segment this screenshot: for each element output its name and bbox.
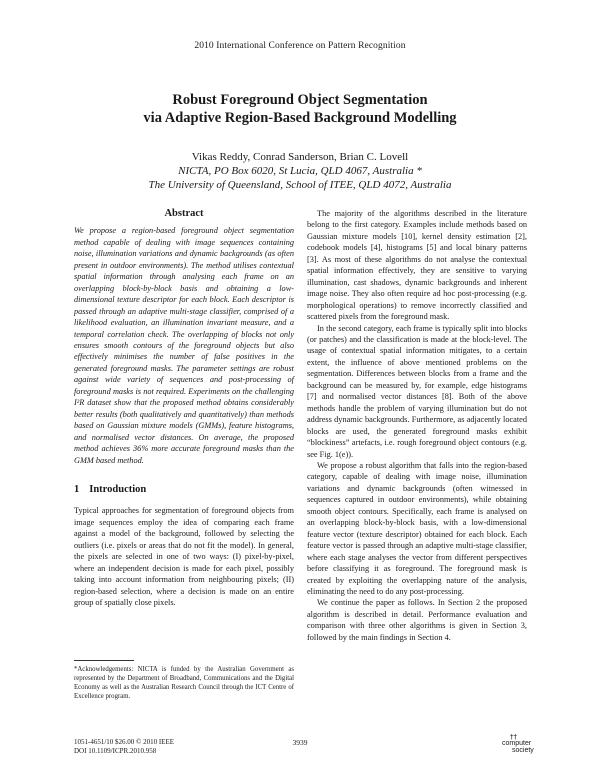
doi-line: DOI 10.1109/ICPR.2010.958 (74, 747, 157, 755)
abstract-heading: Abstract (164, 208, 204, 219)
body-paragraph: We continue the paper as follows. In Section 2 the proposed algorithm is described in detail. Performance evaluation and comparison with three other algorithms is given in Section 3, followed by the main findings in Section 4. (307, 598, 527, 642)
footnote-divider (74, 660, 134, 661)
paper-title (40, 91, 560, 127)
logo-mark-icon: †† (510, 733, 517, 741)
computer-society-logo (488, 733, 536, 757)
issn-line: 1051-4651/10 $26.00 © 2010 IEEE (74, 738, 175, 746)
author-names: Vikas Reddy, Conrad Sanderson, Brian C. Lovell (191, 151, 409, 163)
title-line-2: via Adaptive Region-Based Background Modelling (143, 110, 457, 126)
logo-text-society: society (512, 747, 534, 754)
body-paragraph: The majority of the algorithms described in the literature belong to the first category. Examples include methods based on Gaussian mixture models [10], kernel density estimation [2], codebook models [4], histograms [5] and local binary patterns [3]. As most of these algorithms do not analyse the contextual spatial information effectively, they are sensitive to varying illumination, cast shadows, dynamic backgrounds and inherent image noise. They also often require ad hoc post-processing (e.g. morphological operations) to remove incorrectly classified and scattered pixels from the foreground mask. (307, 209, 527, 322)
section-number: 1 (74, 483, 80, 495)
affiliation-nicta: NICTA, PO Box 6020, St Lucia, QLD 4067, Australia * (178, 165, 422, 177)
logo-text-computer: computer (502, 740, 532, 747)
acknowledgement-footnote: *Acknowledgements: NICTA is funded by the Australian Government as represented by the Department of Broadband, Communications and the Digital Economy as well as the Australian Research Council through the ICT Centre of Excellence program. (74, 666, 294, 700)
page-number: 3939 (292, 738, 308, 747)
intro-paragraph-1: Typical approaches for segmentation of foreground objects from image sequences employ the idea of comparing each frame against a model of the background, followed by selecting the outliers (i.e. pixels or areas that do not fit the model). In general, the pixels are selected in one of two ways: (I) pixel-by-pixel, where an independent decision is made for each pixel, possibly taking into account information from neighbouring pixels; (II) region-based selection, where a decision is made on an entire group of spatially close pixels. (74, 506, 294, 608)
abstract-text: We propose a region-based foreground object segmentation method capable of dealing with image sequences containing noise, illumination variations and dynamic backgrounds (as often present in outdoor environments). The method utilises contextual spatial information through analysing each frame on an overlapping block-by-block basis and obtaining a low-dimensional texture descriptor for each block. Each descriptor is passed through an adaptive multi-stage classifier, comprised of a likelihood evaluation, an illumination invariant measure, and a temporal correlation check. The overlapping of blocks not only ensures smooth contours of the foreground objects but also effectively minimises the number of false positives in the generated foreground masks. The parameter settings are robust against wide variety of sequences and post-processing of foreground masks is not required. Experiments on the challenging I²R dataset show that the proposed method obtains considerably better results (both qualitatively and quantitatively) than methods based on Gaussian mixture models (GMMs), feature histograms, and normalised vector distances. On average, the proposed method achieves 36% more accurate foreground masks than the GMM based method. (74, 226, 294, 465)
title-line-1: Robust Foreground Object Segmentation (172, 92, 428, 108)
section-title: Introduction (89, 483, 147, 495)
author-block (40, 150, 560, 192)
affiliation-uq: The University of Queensland, School of ITEE, QLD 4072, Australia (148, 179, 452, 191)
left-column (74, 208, 294, 609)
section-heading-introduction (74, 484, 294, 495)
body-paragraph: We propose a robust algorithm that falls into the region-based category, capable of dealing with image noise, illumination variations and dynamic backgrounds (often witnessed in sequences captured in outdoor environments), while obtaining smooth object contours. Specifically, each frame is analysed on an overlapping block-by-block basis, with a low-dimensional feature vector (texture descriptor) obtained for each block. Each feature vector is passed through an adaptive multi-stage classifier, where each stage analyses the vector from different perspectives before classifying it as foreground. The foreground mask is created by exploiting the overlapping nature of the analysis, eliminating the need to do any post-processing. (307, 460, 527, 596)
conference-header: 2010 International Conference on Pattern Recognition (194, 41, 406, 51)
body-paragraph: In the second category, each frame is typically split into blocks (or patches) and the classification is made at the block-level. The usage of contextual spatial information mitigates, to a certain extent, the influence of above mentioned problems on the segmentation. Differences between blocks from a frame and the background can be measured by, for example, edge histograms [7] and normalised vector distances [8]. Both of the above methods handle the problem of varying illumination but do not address dynamic backgrounds. Furthermore, as adjacently located blocks are used, the generated foreground masks exhibit “blockiness” artefacts, i.e. rough foreground object contours (e.g. see Fig. 1(e)). (307, 323, 527, 459)
right-column (307, 208, 527, 643)
